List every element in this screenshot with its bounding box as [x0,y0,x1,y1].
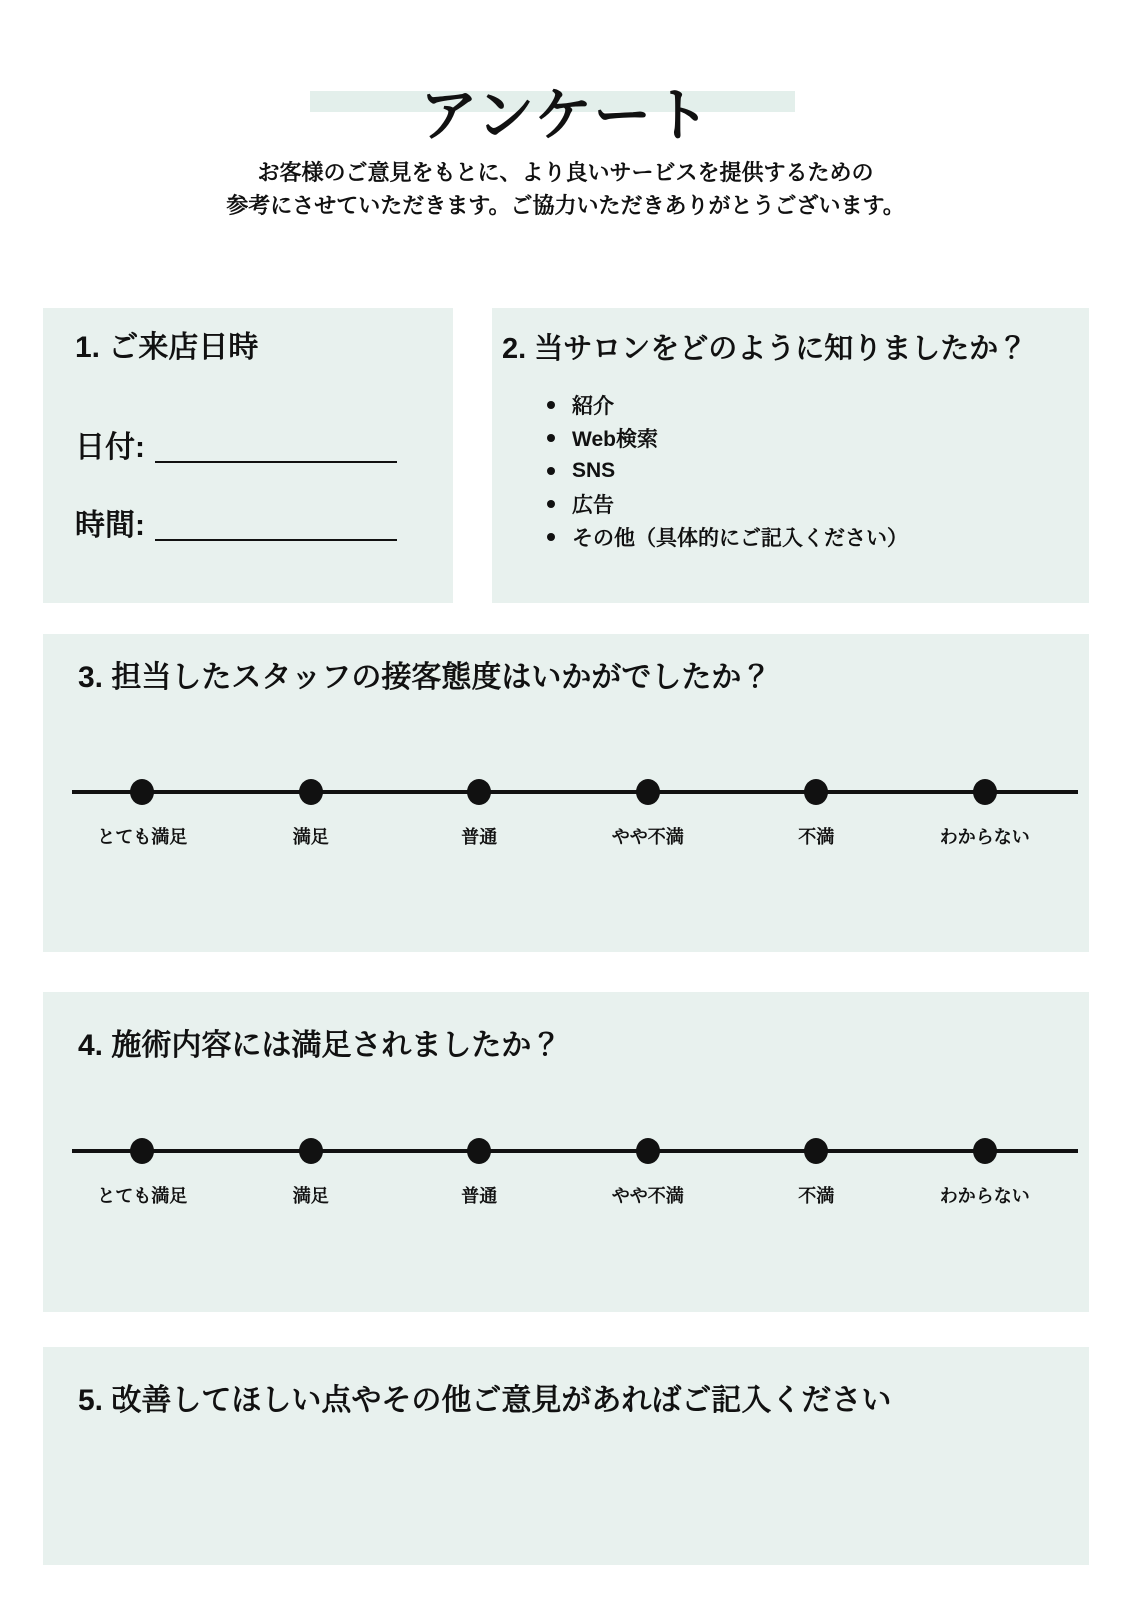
question-4-title: 4. 施術内容には満足されましたか？ [78,1029,562,1062]
bullet-icon [547,500,555,508]
scale-dot[interactable] [130,1138,154,1164]
scale-dot[interactable] [636,1138,660,1164]
bullet-icon [547,434,555,442]
scale-label: 普通 [461,827,498,847]
scale-dot-row [58,1138,1069,1164]
scale-label: わからない [939,1186,1030,1206]
scale-label: 不満 [798,827,835,847]
scale-label: わからない [939,827,1030,847]
scale-dot[interactable] [973,779,997,805]
time-row [75,506,397,546]
question-5-title: 5. 改善してほしい点やその他ご意見があればご記入ください [78,1384,892,1417]
option-label: 広告 [572,493,614,517]
option-item[interactable] [547,520,908,553]
scale-label: とても満足 [97,1186,188,1206]
scale-dot[interactable] [973,1138,997,1164]
scale-label: 満足 [292,1186,329,1206]
option-label: Web検索 [572,427,658,451]
scale-dot[interactable] [467,779,491,805]
scale-label: 満足 [292,827,329,847]
scale-label: 普通 [461,1186,498,1206]
option-item[interactable] [547,487,908,520]
bullet-icon [547,533,555,541]
scale-dot-row [58,779,1069,805]
date-input-line[interactable] [155,433,397,463]
comments-area[interactable] [78,1437,1054,1545]
scale-dot[interactable] [636,779,660,805]
scale-dot[interactable] [130,779,154,805]
scale-label: やや不満 [611,1186,684,1206]
question-1-title: 1. ご来店日時 [75,331,259,364]
scale-label: 不満 [798,1186,835,1206]
time-input-line[interactable] [155,511,397,541]
scale-label: やや不満 [611,827,684,847]
option-list [547,388,908,553]
question-2-title: 2. 当サロンをどのように知りましたか？ [502,333,1028,365]
scale-label-row [58,823,1069,849]
intro-text [0,156,1131,222]
question-3-box [43,634,1089,952]
question-5-box [43,1347,1089,1565]
page-title: アンケート [419,82,712,148]
option-label: その他（具体的にご記入ください） [572,526,908,550]
scale-dot[interactable] [299,1138,323,1164]
intro-line-1: お客様のご意見をもとに、より良いサービスを提供するための [257,160,874,185]
date-label: 日付: [75,431,145,464]
scale-label-row [58,1182,1069,1208]
scale-dot[interactable] [804,1138,828,1164]
question-4-box [43,992,1089,1312]
date-row [75,428,397,468]
scale-dot[interactable] [299,779,323,805]
intro-line-2: 参考にさせていただきます。ご協力いただきありがとうございます。 [226,193,905,218]
time-label: 時間: [75,509,145,542]
scale-dot[interactable] [804,779,828,805]
scale-dot[interactable] [467,1138,491,1164]
option-item[interactable] [547,388,908,421]
bullet-icon [547,401,555,409]
option-item[interactable] [547,421,908,454]
bullet-icon [547,467,555,475]
scale-label: とても満足 [97,827,188,847]
option-label: SNS [572,458,616,482]
option-label: 紹介 [572,394,614,418]
question-3-title: 3. 担当したスタッフの接客態度はいかがでしたか？ [78,661,772,694]
option-item[interactable] [547,454,908,487]
question-2-box [492,308,1089,603]
question-1-box [43,308,453,603]
